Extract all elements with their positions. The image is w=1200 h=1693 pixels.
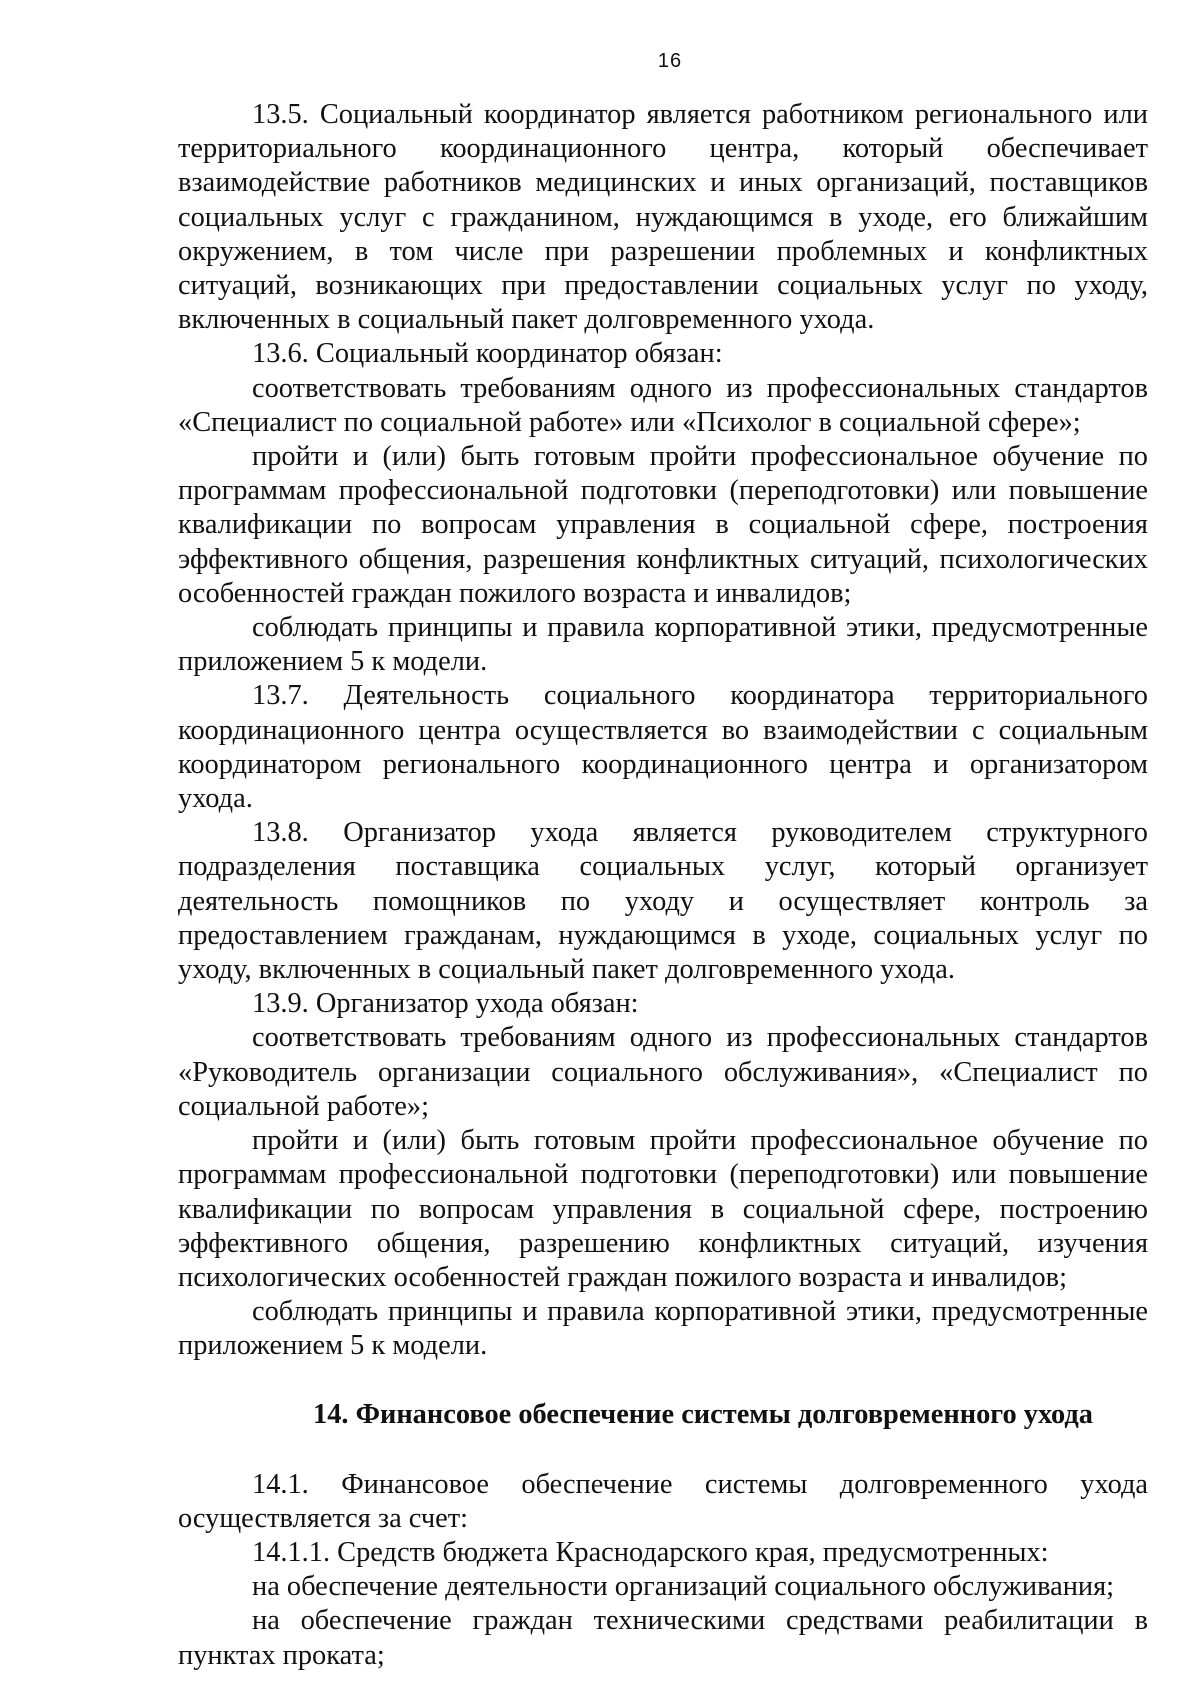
paragraph-13-6: 13.6. Социальный координатор обязан: — [252, 338, 723, 370]
paragraph-13-5: 13.5. Социальный координатор является работником регионального или территориального координационного центра, который обеспечивает взаимодействие работников медицинских и иных организаций, поставщиков социальных услуг с гражданином, нуждающимся в уходе, его ближайшим окружением, в том числе при разрешении проблемных и конфликтных ситуаций, возникающих при предоставлении социальных услуг по уходу, включенных в социальный пакет долговременного ухода. — [178, 99, 1148, 336]
paragraph-14-1-1: 14.1.1. Средств бюджета Краснодарского края, предусмотренных: — [252, 1536, 1049, 1568]
document-body — [178, 98, 1148, 1673]
paragraph-13-8: 13.8. Организатор ухода является руководителем структурного подразделения поставщика социальных услуг, который организует деятельность помощников по уходу и осуществляет контроль за предоставлением гражданам, нуждающимся в уходе, социальных услуг по уходу, включенных в социальный пакет долговременного ухода. — [178, 817, 1148, 986]
page-number: 16 — [657, 50, 683, 72]
paragraph-13-6-training: пройти и (или) быть готовым пройти профессиональное обучение по программам профессиональной подготовки (переподготовки) или повышение квалификации по вопросам управления в социальной сфере, построения эффективного общения, разрешения конфликтных ситуаций, психологических особенностей граждан пожилого возраста и инвалидов; — [178, 441, 1148, 609]
paragraph-13-9: 13.9. Организатор ухода обязан: — [252, 988, 639, 1020]
paragraph-13-6-ethics: соблюдать принципы и правила корпоративной этики, предусмотренные приложением 5 к модели. — [178, 612, 1148, 678]
paragraph-14-1-1-organizations: на обеспечение деятельности организаций социального обслуживания; — [252, 1571, 1115, 1603]
paragraph-13-7: 13.7. Деятельность социального координатора территориального координационного центра осуществляется во взаимодействии с социальным координатором регионального координационного центра и организатором ухода. — [178, 680, 1148, 815]
paragraph-13-9-standards: соответствовать требованиям одного из профессиональных стандартов «Руководитель организации социального обслуживания», «Специалист по социальной работе»; — [178, 1022, 1148, 1122]
paragraph-14-1-1-rehabilitation: на обеспечение граждан техническими средствами реабилитации в пунктах проката; — [178, 1605, 1148, 1671]
paragraph-14-1: 14.1. Финансовое обеспечение системы долговременного ухода осуществляется за счет: — [178, 1468, 1148, 1534]
paragraph-13-9-ethics: соблюдать принципы и правила корпоративной этики, предусмотренные приложением 5 к модели. — [178, 1296, 1148, 1362]
paragraph-13-9-training: пройти и (или) быть готовым пройти профессиональное обучение по программам профессиональной подготовки (переподготовки) или повышение квалификации по вопросам управления в социальной сфере, построению эффективного общения, разрешению конфликтных ситуаций, изучения психологических особенностей граждан пожилого возраста и инвалидов; — [178, 1125, 1148, 1293]
section-heading-14: 14. Финансовое обеспечение системы долговременного ухода — [313, 1398, 1093, 1430]
paragraph-13-6-standards: соответствовать требованиям одного из профессиональных стандартов «Специалист по социальной работе» или «Психолог в социальной сфере»; — [178, 372, 1148, 438]
